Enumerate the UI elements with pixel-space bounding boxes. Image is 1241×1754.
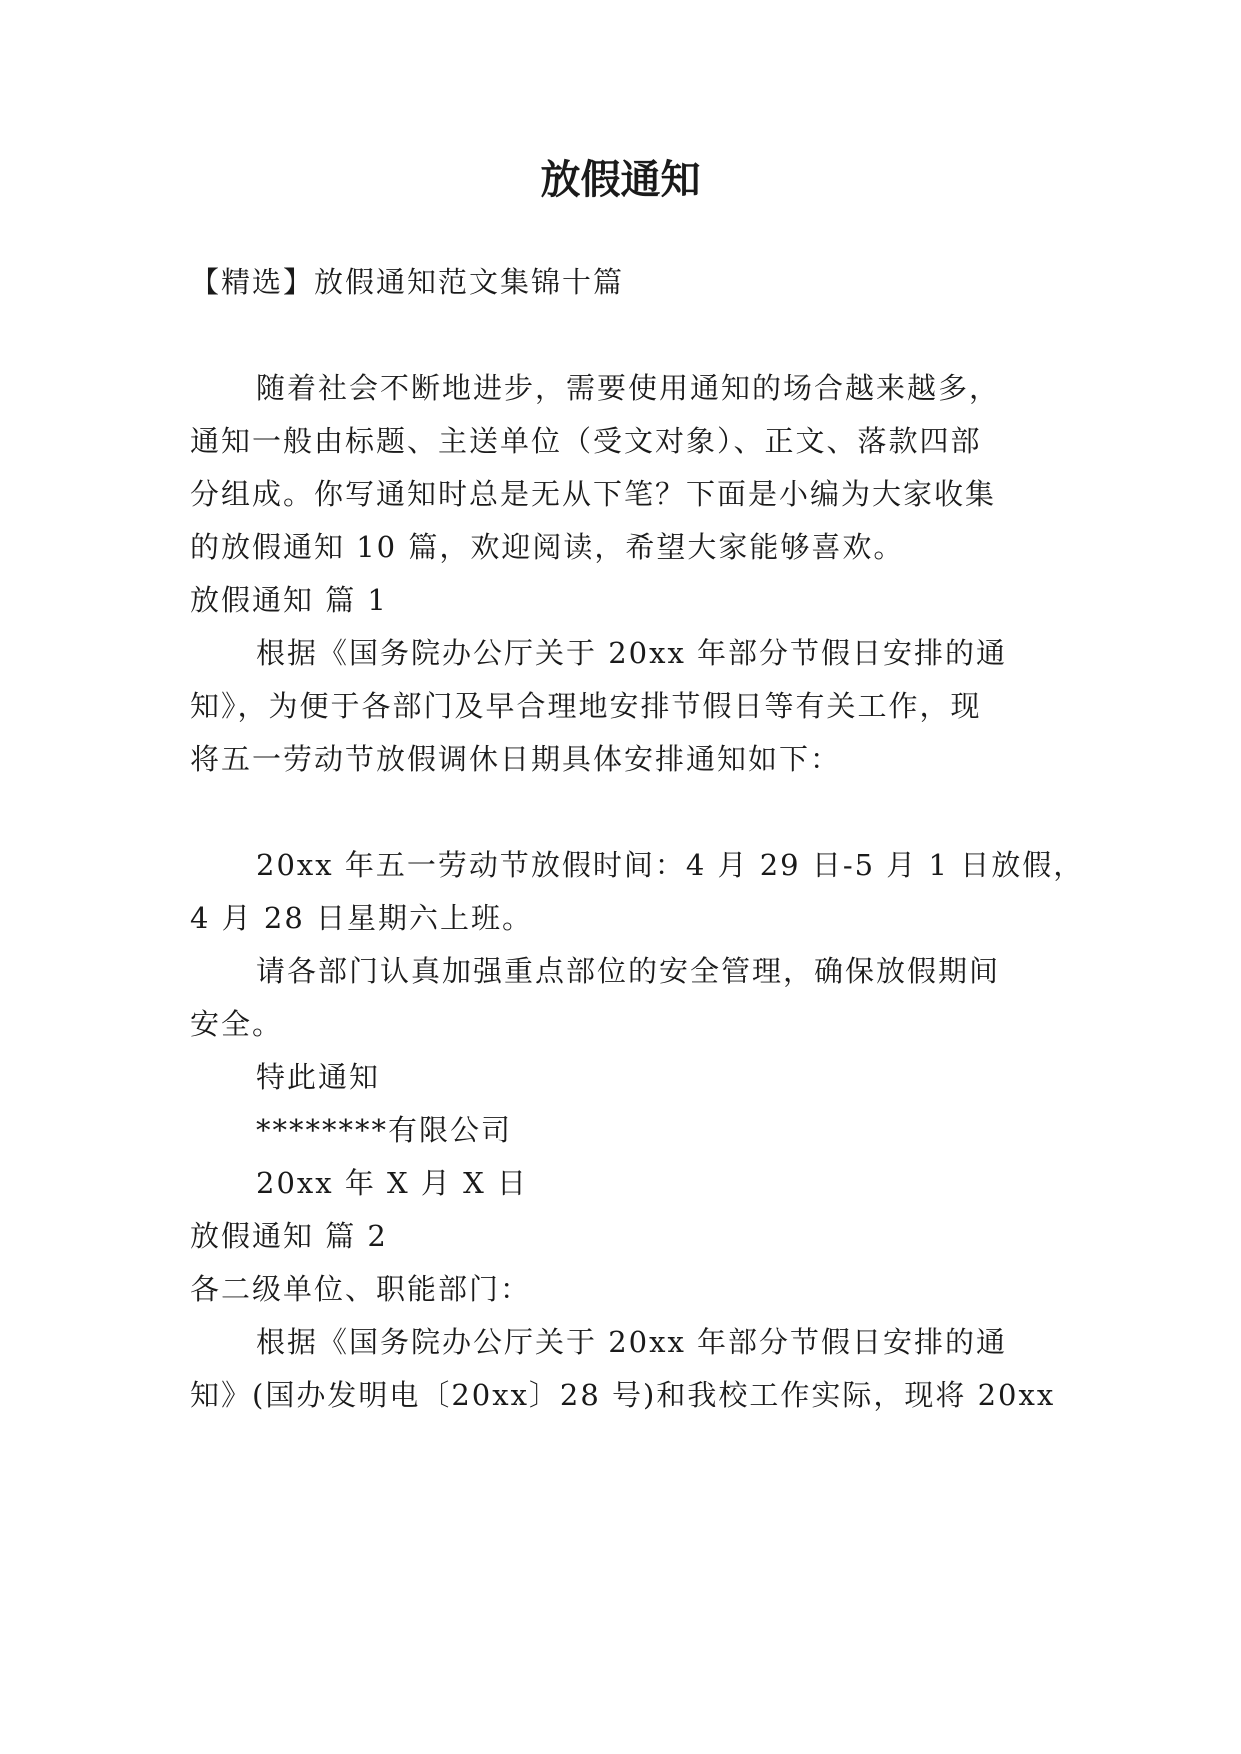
paragraph-line: 通知一般由标题、主送单位（受文对象）、正文、落款四部 [190, 424, 982, 458]
paragraph-line: 各二级单位、职能部门： [190, 1272, 532, 1306]
paragraph-line: 根据《国务院办公厅关于 20xx 年部分节假日安排的通 [256, 1325, 1008, 1359]
paragraph-line: 安全。 [190, 1007, 284, 1041]
paragraph-line: 的放假通知 10 篇，欢迎阅读，希望大家能够喜欢。 [190, 530, 905, 564]
paragraph-line: 4 月 28 日星期六上班。 [190, 901, 534, 935]
paragraph-line: 请各部门认真加强重点部位的安全管理，确保放假期间 [256, 954, 1001, 988]
document-subtitle: 【精选】放假通知范文集锦十篇 [190, 265, 625, 299]
paragraph-line: 分组成。你写通知时总是无从下笔？下面是小编为大家收集 [190, 477, 997, 511]
paragraph-line: 20xx 年五一劳动节放假时间：4 月 29 日-5 月 1 日放假， [256, 848, 1085, 882]
paragraph-line: 将五一劳动节放假调休日期具体安排通知如下： [190, 742, 842, 776]
paragraph-line: 特此通知 [256, 1060, 381, 1094]
signature-company: ********有限公司 [256, 1113, 513, 1147]
section-heading: 放假通知 篇 1 [190, 583, 388, 617]
paragraph-line: 知》(国办发明电〔20xx〕28 号)和我校工作实际，现将 20xx [190, 1378, 1056, 1412]
paragraph-line: 随着社会不断地进步，需要使用通知的场合越来越多， [256, 371, 1001, 405]
section-heading: 放假通知 篇 2 [190, 1219, 388, 1253]
paragraph-line: 知》，为便于各部门及早合理地安排节假日等有关工作，现 [190, 689, 982, 723]
signature-date: 20xx 年 X 月 X 日 [256, 1166, 528, 1200]
paragraph-line: 根据《国务院办公厅关于 20xx 年部分节假日安排的通 [256, 636, 1008, 670]
document-title: 放假通知 [540, 157, 701, 203]
